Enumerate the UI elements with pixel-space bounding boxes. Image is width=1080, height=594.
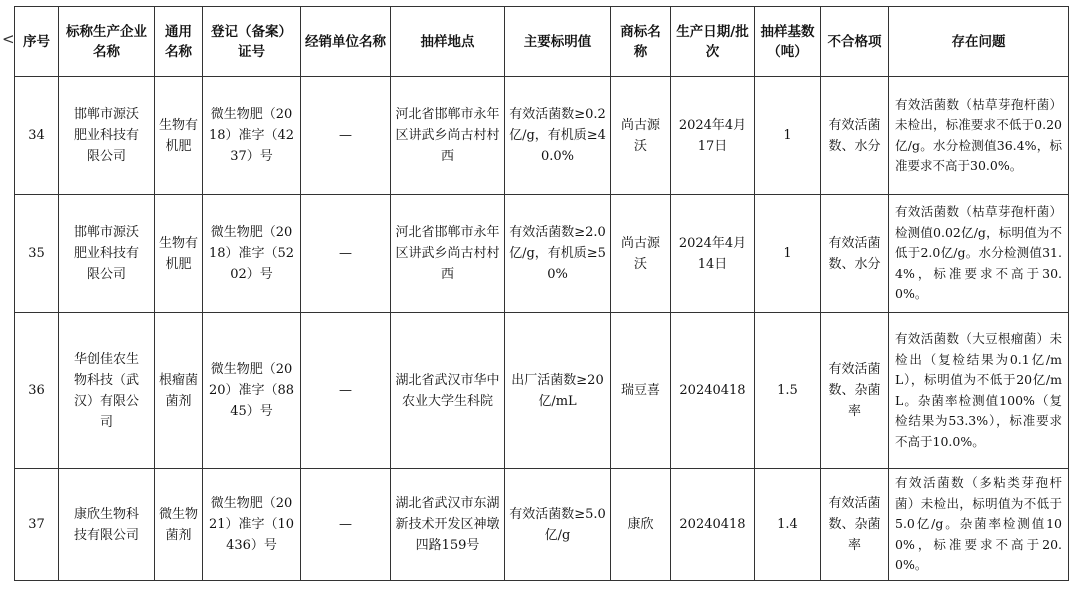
- cell-fail-items: 有效活菌数、杂菌率: [821, 313, 889, 469]
- cell-brand: 尚古源沃: [611, 195, 671, 313]
- cell-base: 1: [755, 195, 821, 313]
- cell-common-name: 微生物菌剂: [155, 469, 203, 581]
- cell-common-name: 根瘤菌菌剂: [155, 313, 203, 469]
- cell-seq: 37: [15, 469, 59, 581]
- cell-location: 湖北省武汉市东湖新技术开发区神墩四路159号: [391, 469, 505, 581]
- cell-problems: 有效活菌数（大豆根瘤菌）未检出（复检结果为0.1亿/mL），标明值为不低于20亿/mL。杂菌率检测值100%（复检结果为53.3%），标准要求不高于10.0%。: [889, 313, 1069, 469]
- cell-seq: 36: [15, 313, 59, 469]
- cell-fail-items: 有效活菌数、水分: [821, 195, 889, 313]
- cell-location: 河北省邯郸市永年区讲武乡尚古村村西: [391, 77, 505, 195]
- header-dealer: 经销单位名称: [301, 7, 391, 77]
- header-problems: 存在问题: [889, 7, 1069, 77]
- cell-dealer: —: [301, 195, 391, 313]
- cell-main-values: 有效活菌数≥5.0亿/g: [505, 469, 611, 581]
- header-base: 抽样基数（吨）: [755, 7, 821, 77]
- table-row: [15, 313, 1069, 469]
- cell-common-name: 生物有机肥: [155, 195, 203, 313]
- cell-date: 20240418: [671, 469, 755, 581]
- cell-company: 邯郸市源沃肥业科技有限公司: [59, 195, 155, 313]
- cell-reg-no: 微生物肥（2018）准字（4237）号: [203, 77, 301, 195]
- cell-date: 2024年4月17日: [671, 77, 755, 195]
- cell-seq: 34: [15, 77, 59, 195]
- header-location: 抽样地点: [391, 7, 505, 77]
- table-row: [15, 469, 1069, 581]
- header-date: 生产日期/批次: [671, 7, 755, 77]
- cell-date: 20240418: [671, 313, 755, 469]
- cell-brand: 瑞豆喜: [611, 313, 671, 469]
- table-row: [15, 195, 1069, 313]
- header-main-values: 主要标明值: [505, 7, 611, 77]
- cell-problems: 有效活菌数（枯草芽孢杆菌）未检出，标准要求不低于0.20亿/g。水分检测值36.4%，标准要求不高于30.0%。: [889, 77, 1069, 195]
- cell-brand: 康欣: [611, 469, 671, 581]
- cell-main-values: 有效活菌数≥2.0亿/g，有机质≥50%: [505, 195, 611, 313]
- cell-main-values: 出厂活菌数≥20亿/mL: [505, 313, 611, 469]
- cell-base: 1.5: [755, 313, 821, 469]
- header-common-name: 通用名称: [155, 7, 203, 77]
- cell-reg-no: 微生物肥（2021）准字（10436）号: [203, 469, 301, 581]
- cell-dealer: —: [301, 313, 391, 469]
- side-mark: <: [2, 30, 15, 48]
- table-header-row: [15, 7, 1069, 77]
- cell-reg-no: 微生物肥（2020）准字（8845）号: [203, 313, 301, 469]
- cell-reg-no: 微生物肥（2018）准字（5202）号: [203, 195, 301, 313]
- cell-brand: 尚古源沃: [611, 77, 671, 195]
- table-row: [15, 77, 1069, 195]
- cell-problems: 有效活菌数（多粘类芽孢杆菌）未检出，标明值为不低于5.0亿/g。杂菌率检测值100%，标准要求不高于20.0%。: [889, 469, 1069, 581]
- header-company: 标称生产企业名称: [59, 7, 155, 77]
- cell-fail-items: 有效活菌数、杂菌率: [821, 469, 889, 581]
- header-reg-no: 登记（备案）证号: [203, 7, 301, 77]
- header-seq: 序号: [15, 7, 59, 77]
- cell-problems: 有效活菌数（枯草芽孢杆菌）检测值0.02亿/g，标明值为不低于2.0亿/g。水分检测值31.4%，标准要求不高于30.0%。: [889, 195, 1069, 313]
- cell-location: 河北省邯郸市永年区讲武乡尚古村村西: [391, 195, 505, 313]
- cell-main-values: 有效活菌数≥0.2亿/g，有机质≥40.0%: [505, 77, 611, 195]
- header-fail-items: 不合格项: [821, 7, 889, 77]
- cell-company: 华创佳农生物科技（武汉）有限公司: [59, 313, 155, 469]
- cell-base: 1: [755, 77, 821, 195]
- cell-base: 1.4: [755, 469, 821, 581]
- cell-company: 邯郸市源沃肥业科技有限公司: [59, 77, 155, 195]
- cell-common-name: 生物有机肥: [155, 77, 203, 195]
- cell-seq: 35: [15, 195, 59, 313]
- cell-date: 2024年4月14日: [671, 195, 755, 313]
- cell-fail-items: 有效活菌数、水分: [821, 77, 889, 195]
- cell-dealer: —: [301, 469, 391, 581]
- cell-location: 湖北省武汉市华中农业大学生科院: [391, 313, 505, 469]
- inspection-results-table: [14, 6, 1069, 581]
- header-brand: 商标名称: [611, 7, 671, 77]
- cell-dealer: —: [301, 77, 391, 195]
- cell-company: 康欣生物科技有限公司: [59, 469, 155, 581]
